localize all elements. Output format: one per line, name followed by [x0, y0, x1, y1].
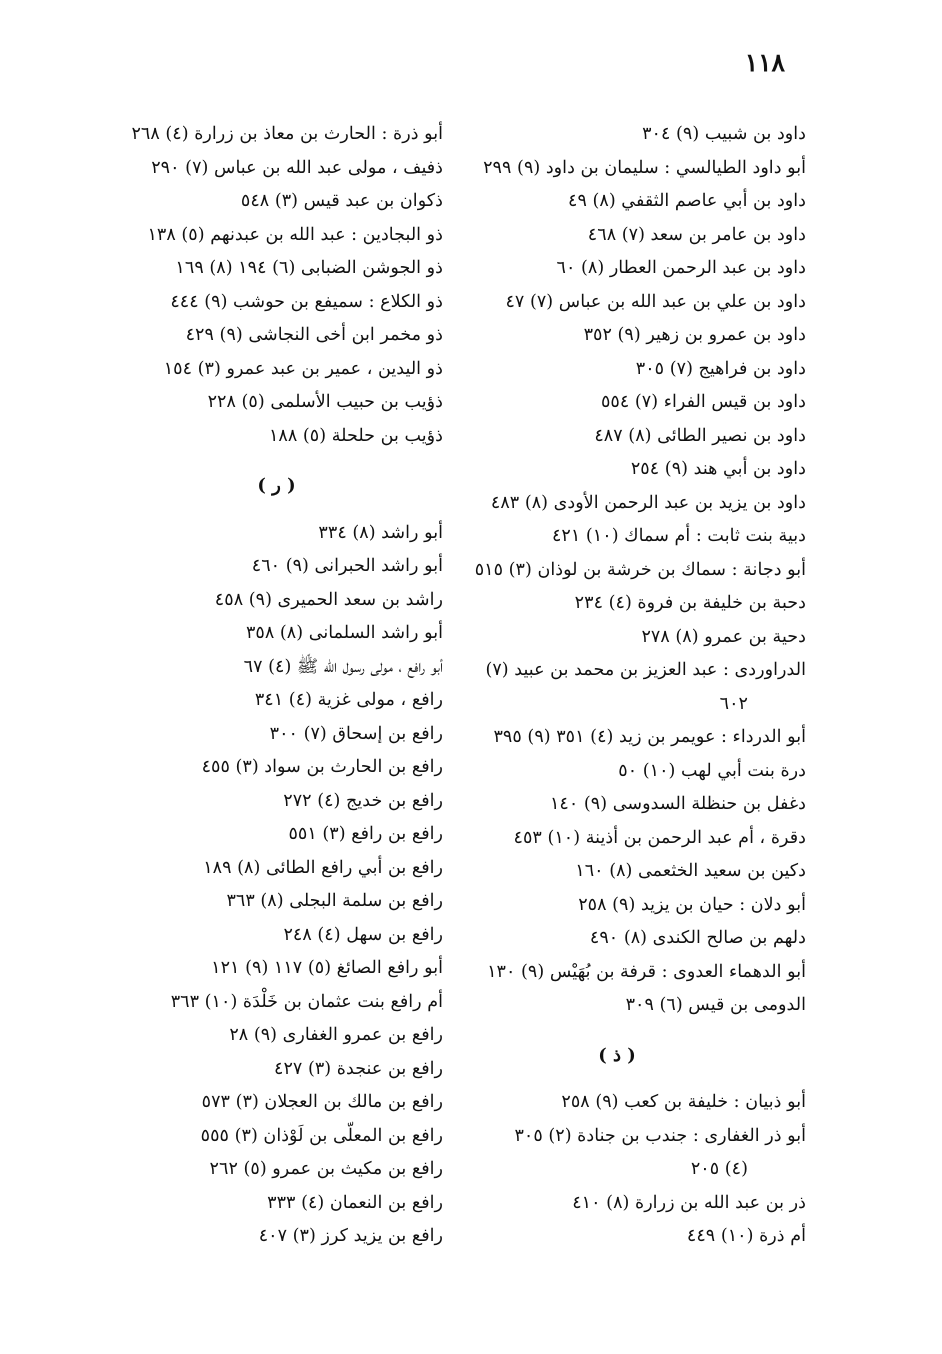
- index-entry: ذكوان بن عبد قيس (٣) ٥٤٨: [240, 191, 443, 211]
- index-entry: أبو ذبيان : خليفة بن كعب (٩) ٢٥٨: [561, 1092, 806, 1112]
- index-entry: داود بن أبي هند (٩) ٢٥٤: [630, 459, 806, 479]
- index-entry: رافع بن مالك بن العجلان (٣) ٥٧٣: [201, 1092, 443, 1112]
- section-header-ra: ( ر ): [257, 475, 296, 496]
- page-number: ١١٨: [744, 48, 785, 77]
- index-entry: راشد بن سعد الحميرى (٩) ٤٥٨: [214, 589, 443, 610]
- index-entry: أبو داود الطيالسي : سليمان بن داود (٩) ٢٩٩: [483, 157, 806, 178]
- index-entry: رافع بن عمرو الغفارى (٩) ٢٨: [229, 1025, 443, 1045]
- index-entry: أبو الدرداء : عويمر بن زيد (٤) ٣٥١ (٩) ٣٩٥: [493, 727, 806, 747]
- index-entry: داود بن نصير الطائى (٨) ٤٨٧: [594, 425, 806, 446]
- index-entry: رافع بن خديج (٤) ٢٧٢: [283, 790, 443, 811]
- index-entry: ذو الكلاع : سميفع بن حوشب (٩) ٤٤٤: [170, 291, 443, 312]
- index-entry: الدومى بن قيس (٦) ٣٠٩: [625, 995, 806, 1015]
- index-entry: دحبة بن خليفة بن فروة (٤) ٢٣٤: [574, 593, 806, 613]
- index-entry: داود بن عمرو بن زهير (٩) ٣٥٢: [583, 325, 806, 345]
- index-entry: رافع بن الحارث بن سواد (٣) ٤٥٥: [201, 757, 443, 777]
- index-entry: الدراوردى : عبد العزيز بن محمد بن عبيد (٧): [485, 660, 806, 680]
- left-entries-bottom: [100, 517, 443, 1254]
- index-entry: ذؤيب بن حلحلة (٥) ١٨٨: [268, 425, 443, 446]
- index-entry: ذو اليدين ، عمير بن عبد عمرو (٣) ١٥٤: [163, 358, 443, 379]
- index-entry: رافع بن المعلّى بن لَوْذان (٣) ٥٥٥: [200, 1125, 443, 1146]
- index-entry: داود بن فراهيج (٧) ٣٠٥: [635, 358, 806, 379]
- index-entry: داود بن عامر بن سعد (٧) ٤٦٨: [587, 224, 806, 245]
- section-header-dhal: ( ذ ): [598, 1044, 636, 1066]
- index-entry: رافع بن أبي رافع الطائى (٨) ١٨٩: [203, 857, 443, 878]
- index-entry: أبو راشد الحبرانى (٩) ٤٦٠: [251, 556, 443, 576]
- index-entry: ذؤيب بن حبيب الأسلمى (٥) ٢٢٨: [207, 392, 443, 412]
- index-entry: أم ذرة (١٠) ٤٤٩: [686, 1226, 806, 1246]
- index-entry: أبو رافع الصائغ (٥) ١١٧ (٩) ١٢١: [211, 958, 443, 978]
- index-entry: دغفل بن حنظلة السدوسى (٩) ١٤٠: [549, 794, 806, 814]
- index-entry: دحية بن عمرو (٨) ٢٧٨: [641, 626, 806, 647]
- index-entry: رافع بن سهل (٤) ٢٤٨: [283, 924, 443, 945]
- index-entry: رافع بن سلمة البجلى (٨) ٣٦٣: [226, 891, 443, 911]
- index-entry: درة بنت أبي لهب (١٠) ٥٠: [618, 760, 806, 781]
- index-entry: ذفيف ، مولى عبد الله بن عباس (٧) ٢٩٠: [151, 157, 443, 178]
- index-entry: رافع بن مكيث بن عمرو (٥) ٢٦٢: [209, 1159, 443, 1179]
- index-entry: رافع بن رافع (٣) ٥٥١: [288, 824, 443, 844]
- index-entry: داود بن أبي عاصم الثقفي (٨) ٤٩: [568, 191, 806, 211]
- index-entry: أبو راشد (٨) ٣٣٤: [318, 522, 443, 543]
- right-column: [468, 118, 806, 1254]
- index-entry: ذو الجوشن الضبابى (٦) ١٩٤ (٨) ١٦٩: [175, 258, 443, 278]
- left-entries-top: [100, 118, 443, 453]
- index-entry: ذو البجادين : عبد الله بن عبدنهم (٥) ١٣٨: [147, 224, 443, 245]
- index-entry: أبو رافع ، مولى رسول الله ﷺ (٤) ٦٧: [243, 656, 443, 677]
- index-entry: ذر بن عبد الله بن زرارة (٨) ٤١٠: [572, 1192, 806, 1213]
- index-entry: داود بن قيس الفراء (٧) ٥٥٤: [600, 392, 806, 412]
- index-entry: أبو ذرة : الحارث بن معاذ بن زرارة (٤) ٢٦٨: [131, 124, 443, 144]
- index-entry-continuation: ٦٠٢: [719, 693, 748, 714]
- right-entries-top: [468, 118, 806, 1023]
- index-entry: دكين بن سعيد الخثعمى (٨) ١٦٠: [575, 861, 806, 881]
- index-entry: أم رافع بنت عثمان بن خَلْدَة (١٠) ٣٦٣: [170, 991, 443, 1012]
- index-entry: أبو الدهماء العدوى : قرفة بن بُهَيْس (٩) ١٣٠: [487, 961, 806, 982]
- right-entries-bottom: [468, 1086, 806, 1254]
- index-entry: رافع بن إسحاق (٧) ٣٠٠: [269, 723, 443, 744]
- index-entry: داود بن عبد الرحمن العطار (٨) ٦٠: [556, 258, 806, 278]
- index-entry: أبو راشد السلمانى (٨) ٣٥٨: [245, 623, 443, 643]
- index-entry: دلهم بن صالح الكندى (٨) ٤٩٠: [589, 928, 806, 948]
- index-entry-continuation: (٤) ٢٠٥: [690, 1159, 748, 1179]
- index-entry: داود بن شبيب (٩) ٣٠٤: [642, 124, 806, 144]
- index-entry: دبية بنت ثابت : أم سماك (١٠) ٤٢١: [551, 526, 806, 546]
- index-entry: رافع بن يزيد كرز (٣) ٤٠٧: [258, 1226, 443, 1246]
- index-entry: أبو دلان : حيان بن يزيد (٩) ٢٥٨: [578, 894, 806, 915]
- index-entry: ذو مخمر ابن أخى النجاشى (٩) ٤٢٩: [185, 325, 443, 345]
- left-column: [100, 118, 443, 1254]
- index-entry: رافع بن النعمان (٤) ٣٣٣: [267, 1192, 443, 1213]
- index-entry: رافع ، مولى غزية (٤) ٣٤١: [254, 690, 443, 710]
- index-entry: رافع بن عنجدة (٣) ٤٢٧: [274, 1058, 443, 1079]
- index-entry: أبو دجانة : سماك بن خرشة بن لوذان (٣) ٥١٥: [474, 559, 806, 580]
- index-entry: دقرة ، أم عبد الرحمن بن أذينة (١٠) ٤٥٣: [513, 827, 806, 848]
- index-entry: داود بن علي بن عبد الله بن عباس (٧) ٤٧: [505, 291, 806, 312]
- index-entry: داود بن يزيد بن عبد الرحمن الأودى (٨) ٤٨٣: [490, 492, 806, 513]
- index-entry: أبو ذر الغفارى : جندب بن جنادة (٢) ٣٠٥: [514, 1125, 806, 1146]
